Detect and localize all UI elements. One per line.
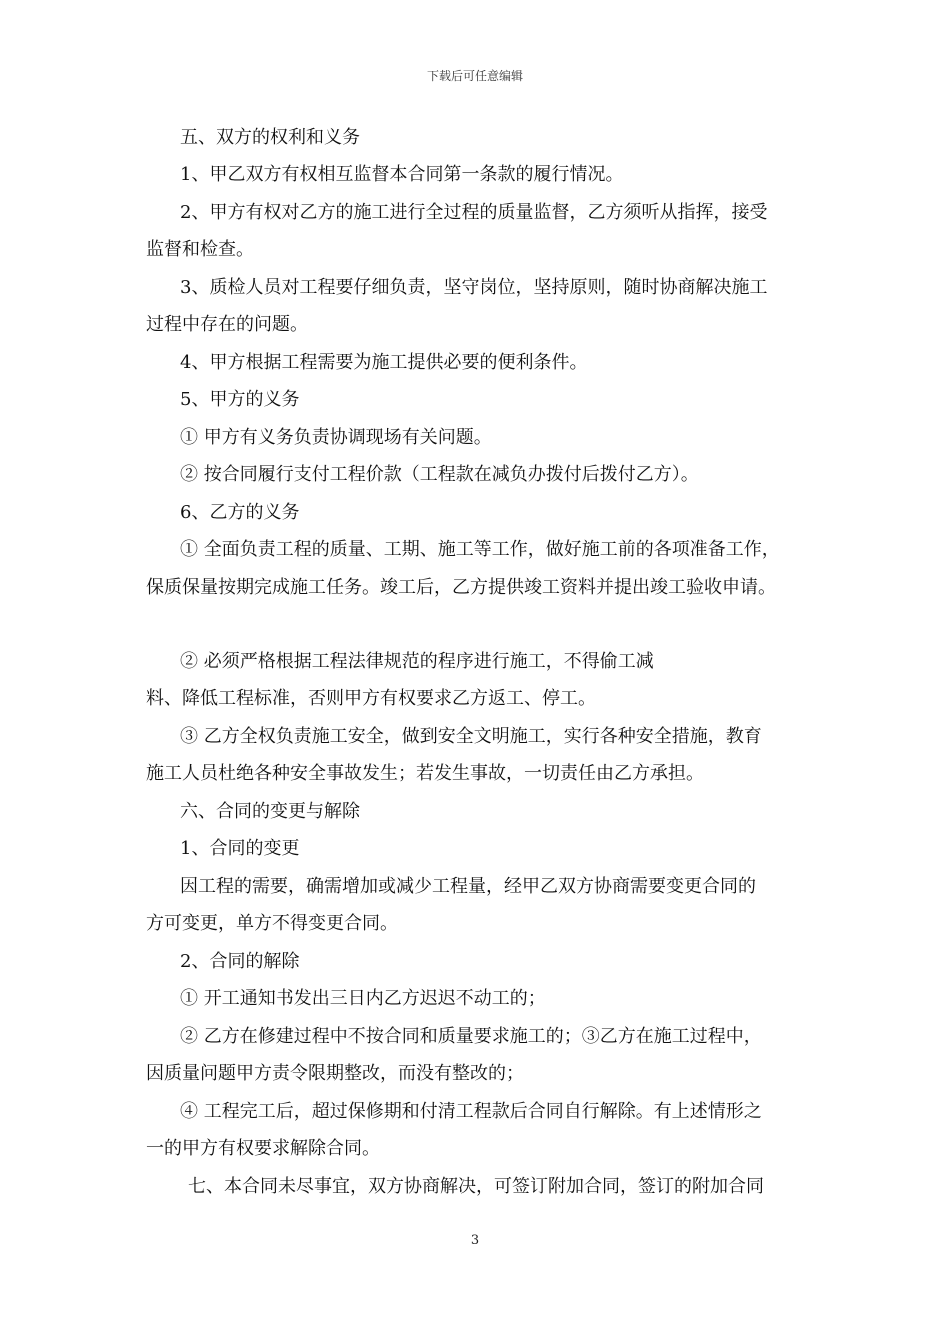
paragraph-line: 过程中存在的问题。 bbox=[146, 314, 308, 335]
list-item: ① 甲方有义务负责协调现场有关问题。 bbox=[180, 427, 492, 448]
list-item: ① 全面负责工程的质量、工期、施工等工作，做好施工前的各项准备工作， bbox=[180, 539, 780, 560]
paragraph-line: 方可变更，单方不得变更合同。 bbox=[146, 913, 398, 934]
paragraph-line: 4、甲方根据工程需要为施工提供必要的便利条件。 bbox=[180, 352, 588, 373]
paragraph-line: 一的甲方有权要求解除合同。 bbox=[146, 1138, 380, 1159]
list-item: ④ 工程完工后，超过保修期和付清工程款后合同自行解除。有上述情形之 bbox=[180, 1101, 762, 1122]
paragraph-line: 保质保量按期完成施工任务。竣工后，乙方提供竣工资料并提出竣工验收申请。 bbox=[146, 577, 776, 598]
list-item: ② 必须严格根据工程法律规范的程序进行施工，不得偷工减 bbox=[180, 651, 654, 672]
list-item: ② 按合同履行支付工程价款（工程款在减负办拨付后拨付乙方）。 bbox=[180, 464, 699, 485]
section-heading-rights: 五、双方的权利和义务 bbox=[180, 127, 360, 148]
paragraph-line: 施工人员杜绝各种安全事故发生；若发生事故，一切责任由乙方承担。 bbox=[146, 763, 704, 784]
paragraph-line: 2、甲方有权对乙方的施工进行全过程的质量监督，乙方须听从指挥，接受 bbox=[180, 202, 768, 223]
page-header: 下载后可任意编辑 bbox=[426, 69, 523, 83]
paragraph-line: 因质量问题甲方责令限期整改，而没有整改的； bbox=[146, 1063, 524, 1084]
subheading-party-b-duties: 6、乙方的义务 bbox=[180, 502, 300, 523]
list-item: ③ 乙方全权负责施工安全，做到安全文明施工，实行各种安全措施，教育 bbox=[180, 726, 762, 747]
section-heading-change: 六、合同的变更与解除 bbox=[180, 801, 360, 822]
list-item: ① 开工通知书发出三日内乙方迟迟不动工的； bbox=[180, 988, 546, 1009]
paragraph-line: 1、甲乙双方有权相互监督本合同第一条款的履行情况。 bbox=[180, 164, 624, 185]
list-item: ② 乙方在修建过程中不按合同和质量要求施工的；③乙方在施工过程中， bbox=[180, 1026, 762, 1047]
paragraph-line: 3、质检人员对工程要仔细负责，坚守岗位，坚持原则，随时协商解决施工 bbox=[180, 277, 768, 298]
paragraph-line: 监督和检查。 bbox=[146, 239, 254, 260]
paragraph-line: 料、降低工程标准，否则甲方有权要求乙方返工、停工。 bbox=[146, 688, 596, 709]
subheading-contract-termination: 2、合同的解除 bbox=[180, 951, 300, 972]
paragraph-line: 因工程的需要，确需增加或减少工程量，经甲乙双方协商需要变更合同的 bbox=[180, 876, 756, 897]
subheading-contract-change: 1、合同的变更 bbox=[180, 838, 300, 859]
subheading-party-a-duties: 5、甲方的义务 bbox=[180, 389, 300, 410]
section-heading-other: 七、本合同未尽事宜，双方协商解决，可签订附加合同，签订的附加合同 bbox=[188, 1176, 764, 1197]
page-number: 3 bbox=[470, 1233, 480, 1248]
